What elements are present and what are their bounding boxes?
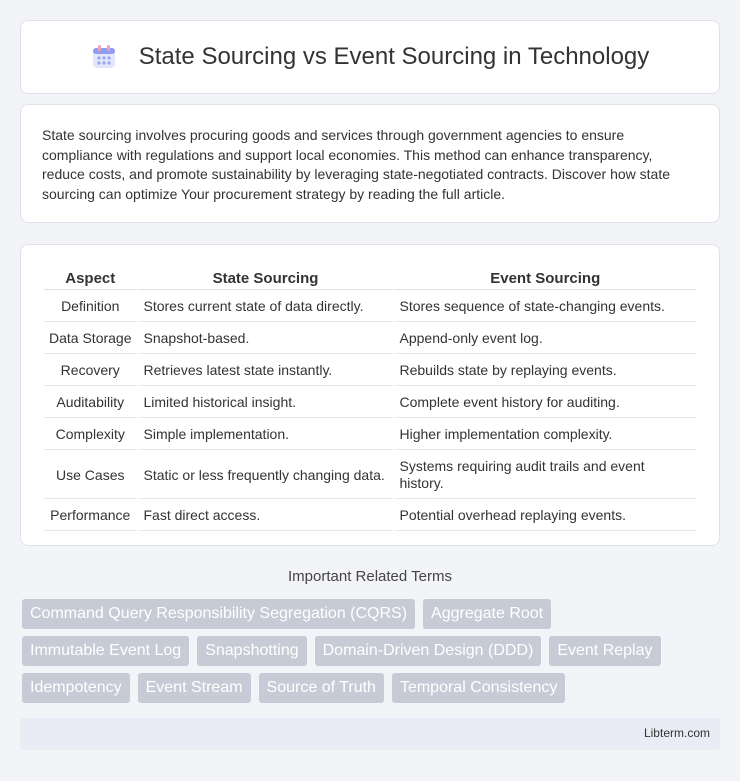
event-cell: Rebuilds state by replaying events.: [395, 356, 697, 386]
comparison-table-card: [20, 244, 720, 546]
table-row: [44, 388, 696, 418]
term-tag[interactable]: Event Replay: [549, 636, 660, 666]
event-cell: Stores sequence of state-changing events.: [395, 292, 697, 322]
footer-site-link[interactable]: Libterm.com: [643, 726, 710, 740]
table-header-row: [44, 267, 696, 290]
aspect-cell: Recovery: [44, 356, 137, 386]
aspect-cell: Auditability: [44, 388, 137, 418]
aspect-cell: Complexity: [44, 420, 137, 450]
term-tag[interactable]: Domain-Driven Design (DDD): [315, 636, 542, 666]
table-row: [44, 356, 696, 386]
footer: [20, 718, 720, 750]
state-cell: Limited historical insight.: [139, 388, 393, 418]
term-tag[interactable]: Temporal Consistency: [392, 673, 565, 703]
calendar-icon: [91, 44, 117, 70]
table-row: [44, 292, 696, 322]
term-tag[interactable]: Idempotency: [22, 673, 130, 703]
header-aspect: Aspect: [44, 267, 137, 290]
term-tag[interactable]: Immutable Event Log: [22, 636, 189, 666]
table-row: [44, 501, 696, 531]
page-title: State Sourcing vs Event Sourcing in Technology: [138, 43, 650, 70]
aspect-cell: Data Storage: [44, 324, 137, 354]
aspect-cell: Use Cases: [44, 452, 137, 499]
intro-text: State sourcing involves procuring goods and services through government agencies to ensure compliance with regulations and support local economies. This method can enhance transparency, reduce costs, and promote sustainability by leveraging state-negotiated contracts. Discover how state sourcing can optimize Your procurement strategy by reading the full article.: [42, 127, 670, 202]
comparison-table: [42, 265, 698, 533]
intro-card: [20, 104, 720, 223]
table-row: [44, 452, 696, 499]
state-cell: Static or less frequently changing data.: [139, 452, 393, 499]
event-cell: Append-only event log.: [395, 324, 697, 354]
table-row: [44, 420, 696, 450]
aspect-cell: Performance: [44, 501, 137, 531]
header-event-sourcing: Event Sourcing: [395, 267, 697, 290]
term-tag[interactable]: Event Stream: [138, 673, 251, 703]
state-cell: Fast direct access.: [139, 501, 393, 531]
related-terms-list: [22, 599, 722, 710]
header-state-sourcing: State Sourcing: [139, 267, 393, 290]
aspect-cell: Definition: [44, 292, 137, 322]
term-tag[interactable]: Aggregate Root: [423, 599, 551, 629]
state-cell: Stores current state of data directly.: [139, 292, 393, 322]
state-cell: Retrieves latest state instantly.: [139, 356, 393, 386]
related-terms-title: Important Related Terms: [288, 568, 452, 585]
table-row: [44, 324, 696, 354]
event-cell: Systems requiring audit trails and event history.: [395, 452, 697, 499]
event-cell: Higher implementation complexity.: [395, 420, 697, 450]
state-cell: Simple implementation.: [139, 420, 393, 450]
term-tag[interactable]: Snapshotting: [197, 636, 306, 666]
event-cell: Potential overhead replaying events.: [395, 501, 697, 531]
title-card: [20, 20, 720, 94]
state-cell: Snapshot-based.: [139, 324, 393, 354]
term-tag[interactable]: Source of Truth: [259, 673, 384, 703]
term-tag[interactable]: Command Query Responsibility Segregation (CQRS): [22, 599, 415, 629]
event-cell: Complete event history for auditing.: [395, 388, 697, 418]
